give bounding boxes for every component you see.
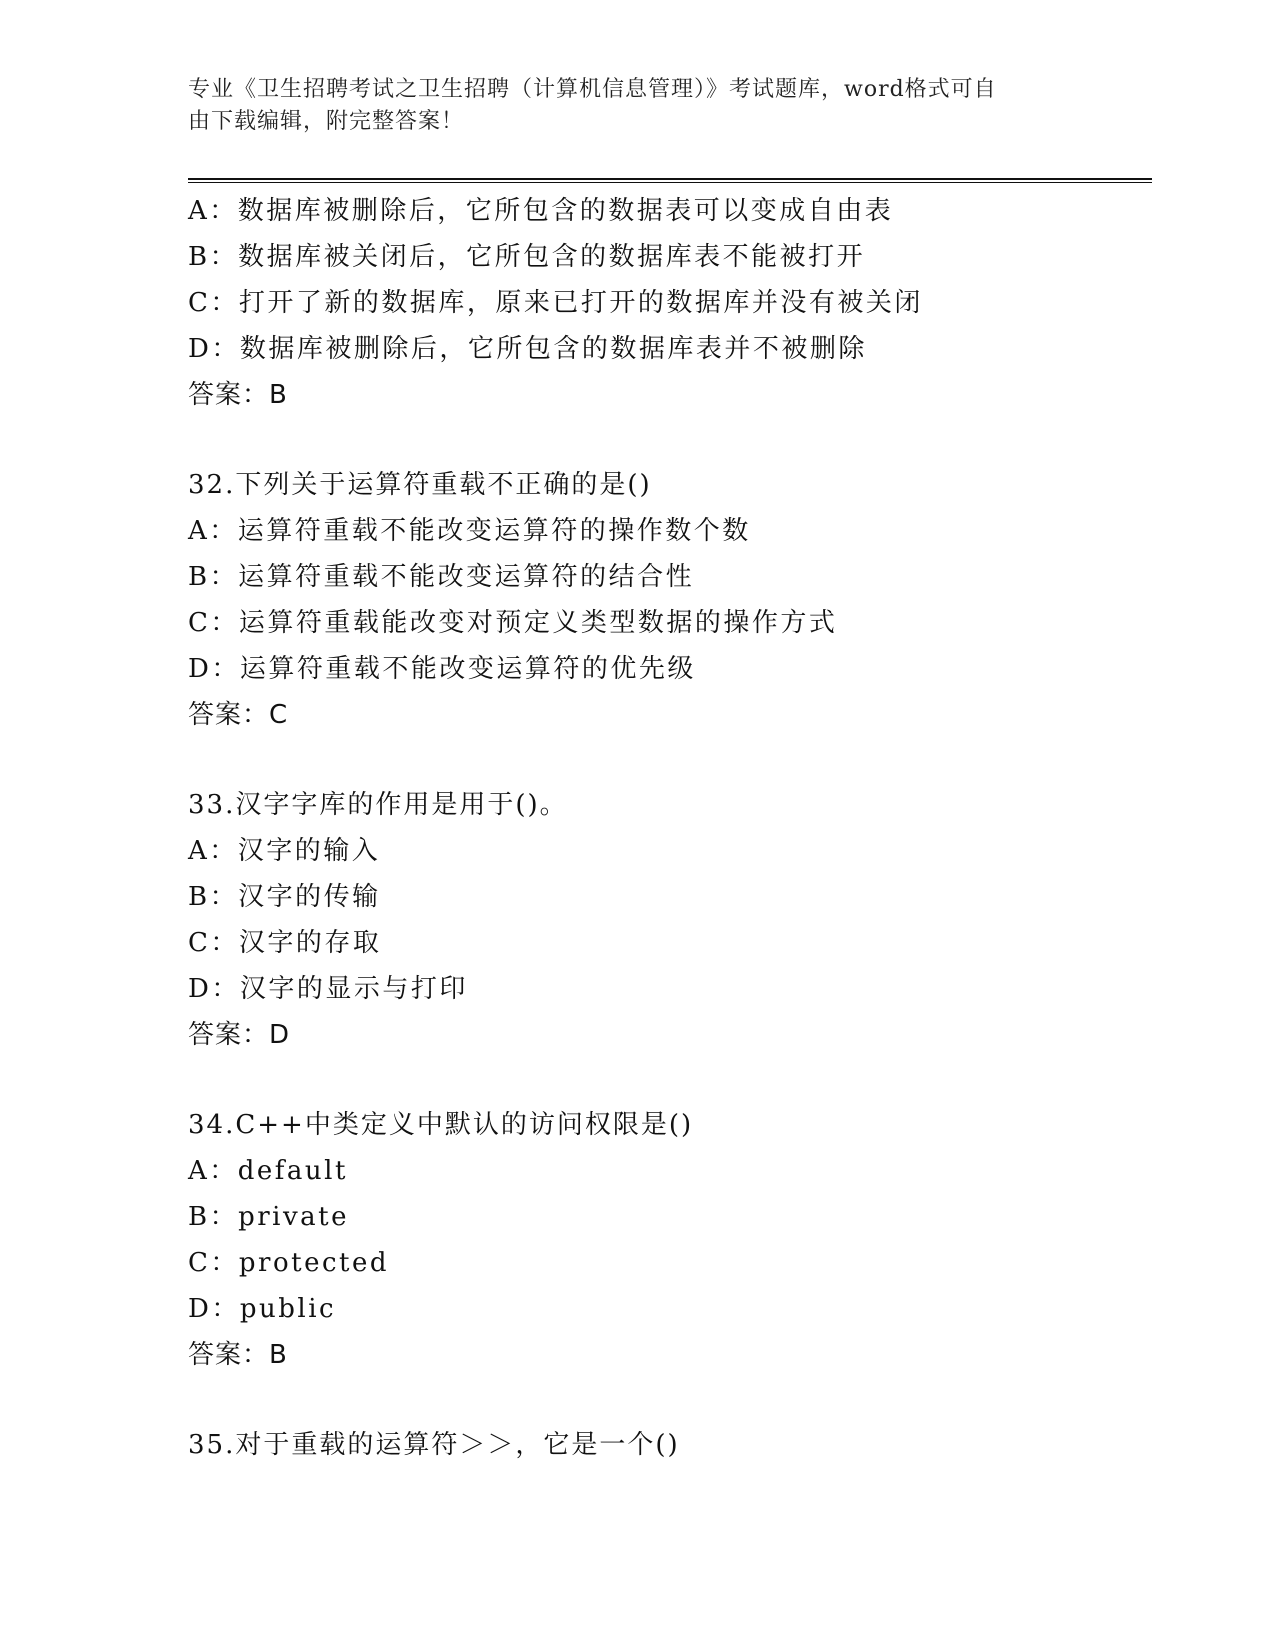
question-text: 32.下列关于运算符重载不正确的是() bbox=[188, 470, 652, 500]
option-a: A：运算符重载不能改变运算符的操作数个数 bbox=[188, 516, 751, 546]
option-c: C：打开了新的数据库，原来已打开的数据库并没有被关闭 bbox=[188, 288, 923, 318]
answer-line: 答案：B bbox=[188, 1340, 288, 1370]
spacer bbox=[188, 738, 1148, 782]
option-a: A：汉字的输入 bbox=[188, 836, 381, 866]
option-c: C：protected bbox=[188, 1248, 389, 1278]
option-d: D：运算符重载不能改变运算符的优先级 bbox=[188, 654, 696, 684]
question-block bbox=[188, 1102, 1148, 1378]
answer-line: 答案：D bbox=[188, 1020, 291, 1050]
question-block bbox=[188, 188, 1148, 418]
option-a: A：default bbox=[188, 1156, 348, 1186]
spacer bbox=[188, 1058, 1148, 1102]
spacer bbox=[188, 1378, 1148, 1422]
header-line-2: 由下载编辑，附完整答案！ bbox=[188, 109, 465, 134]
question-text: 35.对于重载的运算符＞＞，它是一个() bbox=[188, 1430, 680, 1460]
header-divider bbox=[188, 178, 1152, 183]
option-d: D：public bbox=[188, 1294, 337, 1324]
header-line-1: 专业《卫生招聘考试之卫生招聘（计算机信息管理）》考试题库，word格式可自 bbox=[188, 77, 997, 102]
option-a: A：数据库被删除后，它所包含的数据表可以变成自由表 bbox=[188, 196, 894, 226]
question-text: 33.汉字字库的作用是用于()。 bbox=[188, 790, 568, 820]
answer-line: 答案：B bbox=[188, 380, 288, 410]
option-b: B：private bbox=[188, 1202, 350, 1232]
question-block bbox=[188, 782, 1148, 1058]
question-text: 34.C++中类定义中默认的访问权限是() bbox=[188, 1110, 694, 1140]
option-b: B：数据库被关闭后，它所包含的数据库表不能被打开 bbox=[188, 242, 866, 272]
question-list bbox=[188, 188, 1148, 1468]
option-b: B：运算符重载不能改变运算符的结合性 bbox=[188, 562, 695, 592]
option-c: C：运算符重载能改变对预定义类型数据的操作方式 bbox=[188, 608, 838, 638]
option-d: D：汉字的显示与打印 bbox=[188, 974, 468, 1004]
option-d: D：数据库被删除后，它所包含的数据库表并不被删除 bbox=[188, 334, 867, 364]
question-block bbox=[188, 1422, 1148, 1468]
option-c: C：汉字的存取 bbox=[188, 928, 382, 958]
option-b: B：汉字的传输 bbox=[188, 882, 381, 912]
question-block bbox=[188, 462, 1148, 738]
spacer bbox=[188, 418, 1148, 462]
answer-line: 答案：C bbox=[188, 700, 289, 730]
document-header bbox=[188, 74, 1078, 138]
